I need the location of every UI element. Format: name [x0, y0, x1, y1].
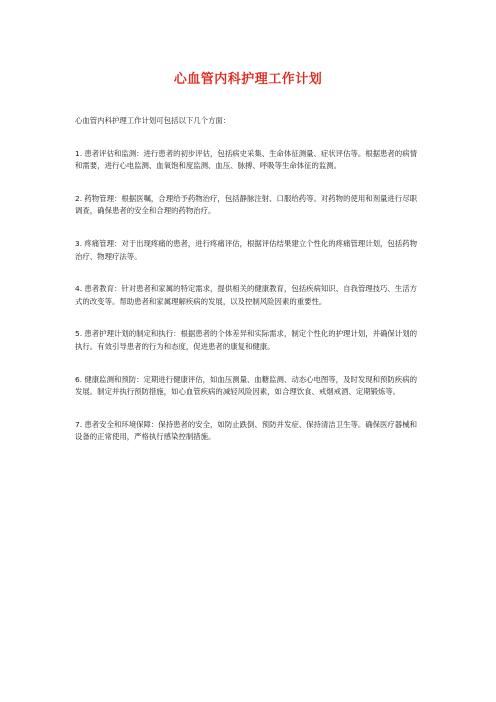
- plan-item-5: 5. 患者护理计划的制定和执行：根据患者的个体差异和实际需求，制定个性化的护理计划，并确保计划的执行。有效引导患者的行为和态度，促进患者的康复和健康。: [75, 329, 417, 351]
- document-title: 心血管内科护理工作计划: [173, 72, 323, 87]
- plan-item-1: 1. 患者评估和监测：进行患者的初步评估，包括病史采集、生命体征测量、症状评估等。根据患者的病情和需要，进行心电监测、血氧饱和度监测、血压、脉搏、呼吸等生命体征的监测。: [75, 148, 417, 171]
- document-body: [75, 115, 423, 464]
- plan-item-7: 7. 患者安全和环境保障：保持患者的安全，如防止跌倒、预防并发症、保持清洁卫生等。确保医疗器械和设备的正常使用，严格执行感染控制措施。: [75, 419, 417, 442]
- plan-item-4: 4. 患者教育：针对患者和家属的特定需求，提供相关的健康教育，包括疾病知识、自我管理技巧、生活方式的改变等。帮助患者和家属理解疾病的发展，以及控制风险因素的重要性。: [75, 284, 417, 306]
- plan-item-3: 3. 疼痛管理：对于出现疼痛的患者，进行疼痛评估，根据评估结果建立个性化的疼痛管理计划，包括药物治疗、物理疗法等。: [75, 238, 417, 261]
- plan-item-2: 2. 药物管理：根据医嘱，合理给予药物治疗，包括静脉注射、口服给药等。对药物的使用和剂量进行尽职调查，确保患者的安全和合理的药物治疗。: [75, 193, 417, 216]
- plan-item-6: 6. 健康监测和预防：定期进行健康评估，如血压测量、血糖监测、动态心电图等，及时发现和预防疾病的发展。制定并执行预防措施，如心血管疾病的减轻风险因素，如合理饮食、戒烟戒酒、定期锻炼等。: [75, 374, 417, 397]
- intro-paragraph: 心血管内科护理工作计划可包括以下几个方面：: [75, 116, 231, 125]
